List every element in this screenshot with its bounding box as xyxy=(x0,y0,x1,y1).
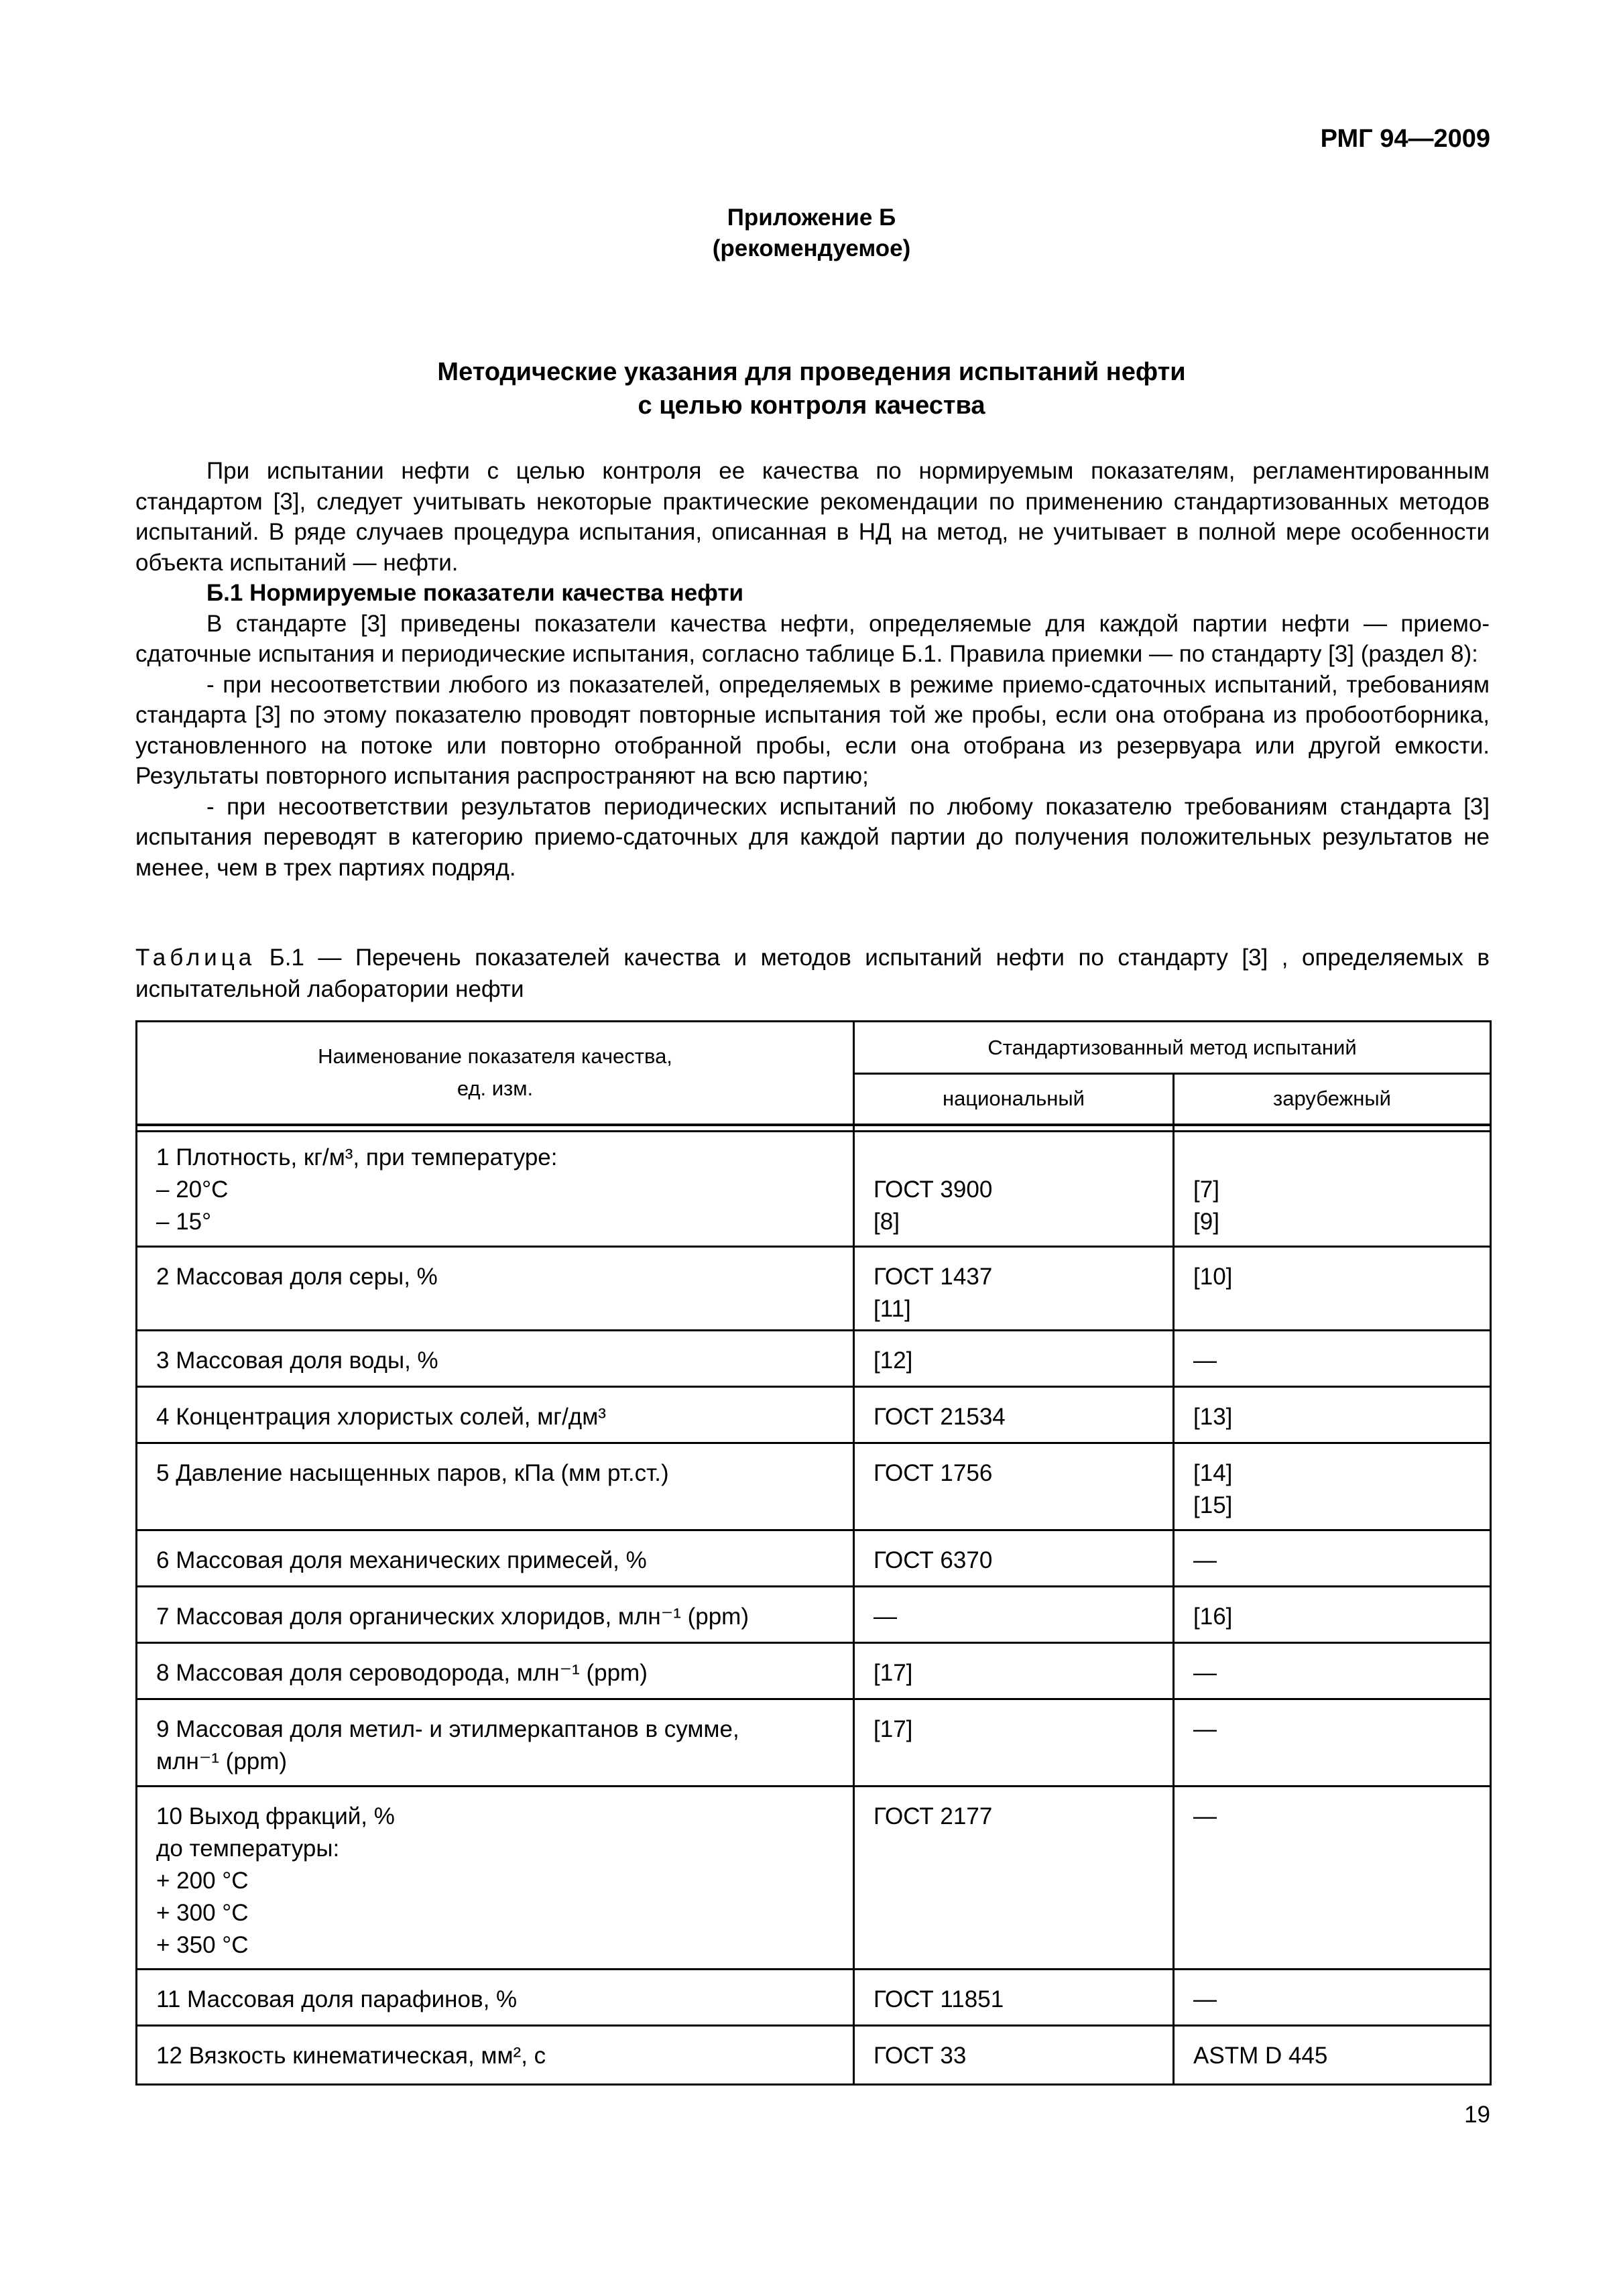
table-caption-text: Б.1 — Перечень показателей качества и методов испытаний нефти по стандарту [3] , определяемых в испытательной лаборатории нефти xyxy=(135,945,1490,1002)
document-number: РМГ 94—2009 xyxy=(1320,125,1490,153)
cell-line: 11 Массовая доля парафинов, % xyxy=(156,1986,518,2012)
cell-line: [9] xyxy=(1193,1208,1219,1235)
paragraph: В стандарте [3] приведены показатели качества нефти, определяемые для каждой партии нефти — приемо-сдаточные испытания и периодические испытания, согласно таблице Б.1. Правила приемки — по стандарту [3] (раздел 8): xyxy=(135,610,1490,667)
page-number: 19 xyxy=(1464,2102,1490,2128)
cell-line: 9 Массовая доля метил- и этилмеркаптанов в сумме, xyxy=(156,1715,739,1742)
cell-foreign xyxy=(1174,1330,1491,1386)
header-name: Наименование показателя качества, ед. изм. xyxy=(137,1022,854,1125)
cell-name xyxy=(137,1586,854,1642)
header-national: национальный xyxy=(854,1074,1174,1125)
cell-foreign xyxy=(1174,1246,1491,1330)
cell-line: — xyxy=(1193,1986,1217,2012)
cell-line: [11] xyxy=(874,1295,911,1322)
cell-line: до температуры: xyxy=(156,1835,340,1862)
cell-line: – 20°С xyxy=(156,1176,229,1203)
table-row xyxy=(137,1786,1491,1969)
table-row xyxy=(137,1131,1491,1246)
cell-national xyxy=(854,1330,1174,1386)
cell-line xyxy=(1193,1142,1471,1174)
cell-foreign xyxy=(1174,1699,1491,1786)
cell-national xyxy=(854,2025,1174,2084)
cell-line: — xyxy=(874,1603,897,1630)
cell-foreign xyxy=(1174,1386,1491,1443)
table-row xyxy=(137,1642,1491,1699)
cell-line: [17] xyxy=(874,1659,913,1686)
cell-line: [17] xyxy=(874,1715,913,1742)
cell-national xyxy=(854,1969,1174,2025)
cell-line: + 200 °С xyxy=(156,1867,249,1894)
cell-foreign xyxy=(1174,1786,1491,1969)
cell-name xyxy=(137,1246,854,1330)
cell-line: 2 Массовая доля серы, % xyxy=(156,1263,438,1290)
table-row xyxy=(137,1443,1491,1530)
cell-line: [8] xyxy=(874,1208,900,1235)
cell-national xyxy=(854,1699,1174,1786)
cell-national xyxy=(854,1642,1174,1699)
cell-line: ГОСТ 1437 xyxy=(874,1263,993,1290)
cell-line: 12 Вязкость кинематическая, мм², с xyxy=(156,2042,546,2069)
cell-line: 4 Концентрация хлористых солей, мг/дм³ xyxy=(156,1403,606,1430)
cell-national xyxy=(854,1586,1174,1642)
cell-name xyxy=(137,1786,854,1969)
cell-foreign xyxy=(1174,1131,1491,1246)
cell-line: 8 Массовая доля сероводорода, млн⁻¹ (ppm) xyxy=(156,1659,648,1686)
cell-line: — xyxy=(1193,1347,1217,1374)
cell-national xyxy=(854,1386,1174,1443)
cell-name xyxy=(137,1969,854,2025)
header-method: Стандартизованный метод испытаний xyxy=(854,1022,1491,1074)
cell-foreign xyxy=(1174,1443,1491,1530)
cell-name xyxy=(137,1386,854,1443)
table-row xyxy=(137,2025,1491,2084)
cell-line: ГОСТ 11851 xyxy=(874,1986,1004,2012)
section-title-line2: с целью контроля качества xyxy=(638,391,985,420)
cell-line: ГОСТ 1756 xyxy=(874,1459,993,1486)
cell-line: [12] xyxy=(874,1347,913,1374)
cell-name xyxy=(137,2025,854,2084)
paragraph: - при несоответствии любого из показателей, определяемых в режиме приемо-сдаточных испытаний, требованиям стандарта [3] по этому показателю проводят повторные испытания той же пробы, если она отобрана из пробоотборника, установленного на потоке или повторно отобранной пробы, если она отобрана из резервуара или другой емкости. Результаты повторного испытания распространяют на всю партию; xyxy=(135,671,1490,789)
cell-line: [13] xyxy=(1193,1403,1233,1430)
cell-foreign xyxy=(1174,1969,1491,2025)
table-caption xyxy=(135,942,1490,1005)
cell-line: ГОСТ 33 xyxy=(874,2042,967,2069)
appendix-subtitle: (рекомендуемое) xyxy=(712,235,911,261)
cell-line: — xyxy=(1193,1547,1217,1573)
cell-line: ГОСТ 2177 xyxy=(874,1803,993,1829)
cell-line: ГОСТ 6370 xyxy=(874,1547,993,1573)
cell-foreign xyxy=(1174,1586,1491,1642)
cell-line: – 15° xyxy=(156,1208,212,1235)
table-row xyxy=(137,1330,1491,1386)
cell-line: 1 Плотность, кг/м³, при температуре: xyxy=(156,1144,558,1170)
cell-national xyxy=(854,1246,1174,1330)
cell-line: ГОСТ 3900 xyxy=(874,1176,993,1203)
subsection-heading: Б.1 Нормируемые показатели качества нефти xyxy=(206,580,744,606)
cell-foreign xyxy=(1174,1642,1491,1699)
table-row xyxy=(137,1969,1491,2025)
cell-line: [15] xyxy=(1193,1492,1233,1518)
section-title-line1: Методические указания для проведения испытаний нефти xyxy=(437,358,1186,386)
table-row xyxy=(137,1386,1491,1443)
cell-line: — xyxy=(1193,1659,1217,1686)
table-caption-label: Таблица xyxy=(135,945,256,971)
body-text xyxy=(135,456,1490,883)
cell-name xyxy=(137,1530,854,1586)
cell-line: ASTM D 445 xyxy=(1193,2042,1328,2069)
table-row xyxy=(137,1699,1491,1786)
cell-name xyxy=(137,1131,854,1246)
paragraph: При испытании нефти с целью контроля ее качества по нормируемым показателям, регламентированным стандартом [3], следует учитывать некоторые практические рекомендации по применению стандартизованных методов испытаний. В ряде случаев процедура испытания, описанная в НД на метод, не учитывает в полной мере особенности объекта испытаний — нефти. xyxy=(135,458,1490,576)
cell-line: 6 Массовая доля механических примесей, % xyxy=(156,1547,647,1573)
cell-national xyxy=(854,1530,1174,1586)
cell-line: ГОСТ 21534 xyxy=(874,1403,1006,1430)
cell-name xyxy=(137,1642,854,1699)
cell-name xyxy=(137,1330,854,1386)
cell-line: [10] xyxy=(1193,1263,1233,1290)
cell-line: 10 Выход фракций, % xyxy=(156,1803,395,1829)
paragraph: - при несоответствии результатов периодических испытаний по любому показателю требованиям стандарта [3] испытания переводят в категорию приемо-сдаточных для каждой партии до получения положительных результатов не менее, чем в трех партиях подряд. xyxy=(135,793,1490,881)
cell-line: — xyxy=(1193,1803,1217,1829)
cell-national xyxy=(854,1443,1174,1530)
cell-line xyxy=(874,1142,1154,1174)
cell-line: [7] xyxy=(1193,1176,1219,1203)
cell-line: — xyxy=(1193,1715,1217,1742)
table-row xyxy=(137,1530,1491,1586)
cell-national xyxy=(854,1131,1174,1246)
table-row xyxy=(137,1586,1491,1642)
cell-line: [14] xyxy=(1193,1459,1233,1486)
cell-line: + 350 °С xyxy=(156,1931,249,1958)
cell-line: 3 Массовая доля воды, % xyxy=(156,1347,438,1374)
cell-line: 7 Массовая доля органических хлоридов, млн⁻¹ (ppm) xyxy=(156,1603,749,1630)
quality-methods-table xyxy=(135,1020,1492,2086)
cell-line: + 300 °С xyxy=(156,1899,249,1926)
cell-line: млн⁻¹ (ppm) xyxy=(156,1748,288,1774)
cell-name xyxy=(137,1699,854,1786)
cell-foreign xyxy=(1174,1530,1491,1586)
table-row xyxy=(137,1246,1491,1330)
cell-foreign xyxy=(1174,2025,1491,2084)
appendix-title: Приложение Б xyxy=(727,204,896,231)
cell-national xyxy=(854,1786,1174,1969)
cell-name xyxy=(137,1443,854,1530)
cell-line: 5 Давление насыщенных паров, кПа (мм рт.ст.) xyxy=(156,1459,669,1486)
header-foreign: зарубежный xyxy=(1174,1074,1491,1125)
cell-line: [16] xyxy=(1193,1603,1233,1630)
